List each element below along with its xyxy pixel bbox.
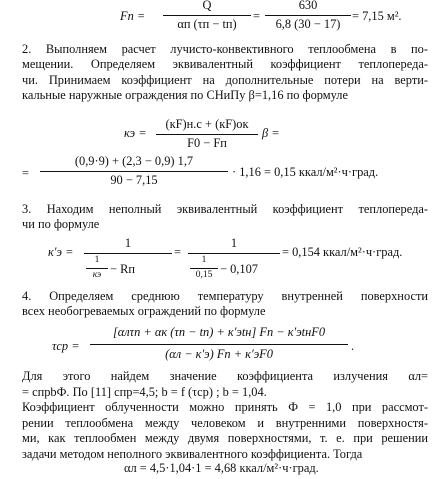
fraction-bar	[90, 344, 348, 345]
eq-inner-num: 1	[201, 255, 207, 265]
paragraph-2	[22, 42, 428, 104]
fraction-bar	[188, 253, 280, 254]
text-line: 2. Выполняем расчет лучисто-конвективного теплообмена в по-	[22, 42, 428, 56]
eq-inner-tail: − Rп	[110, 262, 135, 276]
text-line: задачи методом неполного эквивалентного коэффициента. Тогда	[22, 446, 363, 461]
paragraph-5	[22, 369, 428, 463]
text-line: 3. Находим неполный эквивалентный коэффициент теплопереда-	[22, 202, 428, 216]
fraction-bar	[265, 15, 351, 16]
fraction-bar	[86, 268, 108, 269]
eq-lhs: к′э =	[48, 245, 74, 259]
text-line: кальные наружные ограждения по СНиПу β=1,16 по формуле	[22, 88, 348, 103]
eq-equals: =	[253, 9, 260, 23]
eq-lhs: Fп =	[120, 9, 146, 23]
text-line: ми, как теплообмен между двумя поверхностями, т. е. при решении	[22, 431, 428, 446]
eq-numerator-values: (0,9·9) + (2,3 − 0,9) 1,7	[74, 154, 194, 168]
fraction-bar	[84, 253, 172, 254]
paragraph-4	[22, 289, 428, 320]
text-line: = cпрbФ. По [11] cпр=4,5; b = f (τср) ; b = 1,04.	[22, 384, 267, 399]
eq-inner-tail: − 0,107	[220, 262, 258, 276]
eq-alpha-result: αл = 4,5·1,04·1 = 4,68 ккал/м²·ч·град.	[124, 461, 319, 475]
eq-denominator: (αл − к′э) Fп + к′эF0	[165, 347, 273, 361]
eq-denominator-values: 6,8 (30 − 17)	[275, 17, 341, 31]
eq-beta: β =	[262, 126, 280, 140]
eq-denominator: F0 − Fп	[187, 136, 227, 150]
eq-lhs: τср =	[52, 339, 80, 353]
fraction-bar	[190, 268, 218, 269]
text-line: мещении. Определяем эквивалентный коэффициент теплопереда-	[22, 57, 428, 72]
text-line: Для этого найдем значение коэффициента излучения αл=	[22, 369, 428, 383]
eq-inner-num: 1	[94, 255, 100, 265]
text-line: Коэффициент облученности можно принять Ф = 1,0 при рассмот-	[22, 400, 428, 415]
eq-numerator-values: 1	[230, 236, 238, 250]
eq-numerator: 1	[124, 236, 132, 250]
eq-inner-den: 0,15	[195, 270, 213, 280]
text-line: 4. Определяем среднюю температуру внутренней поверхности	[22, 289, 428, 303]
eq-end-dot: .	[351, 339, 355, 353]
eq-numerator: Q	[202, 0, 212, 12]
eq-result: = 0,154 ккал/м²·ч·град.	[282, 245, 403, 259]
fraction-bar	[163, 15, 251, 16]
eq-lhs: кэ =	[124, 126, 147, 140]
eq-numerator: [αлτп + αк (τп − tп) + к′эtн] Fп − к′эtнF0	[112, 325, 326, 339]
text-line: рении теплообмена между человеком и внутренними поверхностя-	[22, 415, 428, 430]
eq-equals: =	[174, 245, 181, 259]
text-line: чи по формуле	[22, 217, 100, 232]
paragraph-3	[22, 202, 428, 233]
text-line: всех необогреваемых ограждений по формуле	[22, 304, 266, 319]
eq-denominator-values: 90 − 7,15	[110, 173, 158, 187]
fraction-bar	[40, 171, 228, 172]
eq-numerator-values: 630	[298, 0, 318, 12]
eq-numerator: (кF)н.с + (кF)ок	[165, 117, 249, 131]
eq-result: · 1,16 = 0,15 ккал/м²·ч·град.	[232, 165, 379, 179]
eq-equals: =	[22, 166, 29, 180]
eq-inner-den: кэ	[92, 270, 102, 280]
fraction-bar	[156, 134, 258, 135]
eq-result: = 7,15 м².	[352, 9, 402, 23]
text-line: чи. Принимаем коэффициент на дополнительные потери на верти-	[22, 72, 428, 87]
eq-denominator: αп (τп − tп)	[177, 17, 237, 31]
